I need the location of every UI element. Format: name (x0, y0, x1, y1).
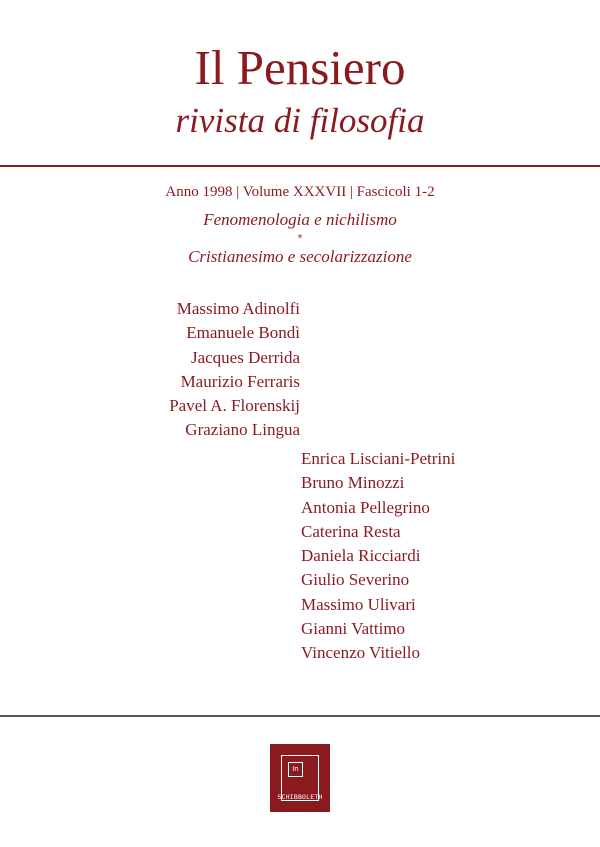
logo-text: SCHIBBOLETH (277, 793, 323, 801)
authors-right-column (301, 447, 455, 666)
author-name: Massimo Ulivari (301, 594, 416, 614)
author-name: Bruno Minozzi (301, 473, 405, 493)
author-name: Emanuele Bondì (186, 323, 300, 343)
theme-first: Fenomenologia e nichilismo (203, 210, 397, 229)
logo-mark: In (288, 762, 303, 777)
author-name: Enrica Lisciani-Petrini (301, 449, 456, 468)
author-name: Antonia Pellegrino (301, 497, 430, 517)
author-name: Massimo Adinolfi (176, 299, 300, 318)
author-name: Pavel A. Florenskij (169, 396, 300, 416)
journal-subtitle: rivista di filosofia (175, 101, 425, 140)
author-name: Jacques Derrida (190, 347, 300, 367)
authors-left-column (169, 297, 300, 443)
journal-title: Il Pensiero (194, 40, 406, 95)
top-divider (0, 165, 600, 167)
author-name: Giulio Severino (301, 570, 410, 590)
author-name: Daniela Ricciardi (301, 546, 421, 566)
author-name: Gianni Vattimo (301, 619, 406, 639)
issue-info: Anno 1998 | Volume XXXVII | Fascicoli 1-2 (165, 184, 435, 200)
bottom-divider (0, 715, 600, 717)
theme-separator: * (297, 233, 303, 244)
publisher-logo (270, 744, 330, 812)
author-name: Graziano Lingua (185, 420, 300, 440)
author-name: Vincenzo Vitiello (301, 643, 420, 663)
author-name: Maurizio Ferraris (180, 371, 300, 391)
author-name: Caterina Resta (301, 521, 401, 541)
theme-second: Cristianesimo e secolarizzazione (188, 247, 412, 266)
